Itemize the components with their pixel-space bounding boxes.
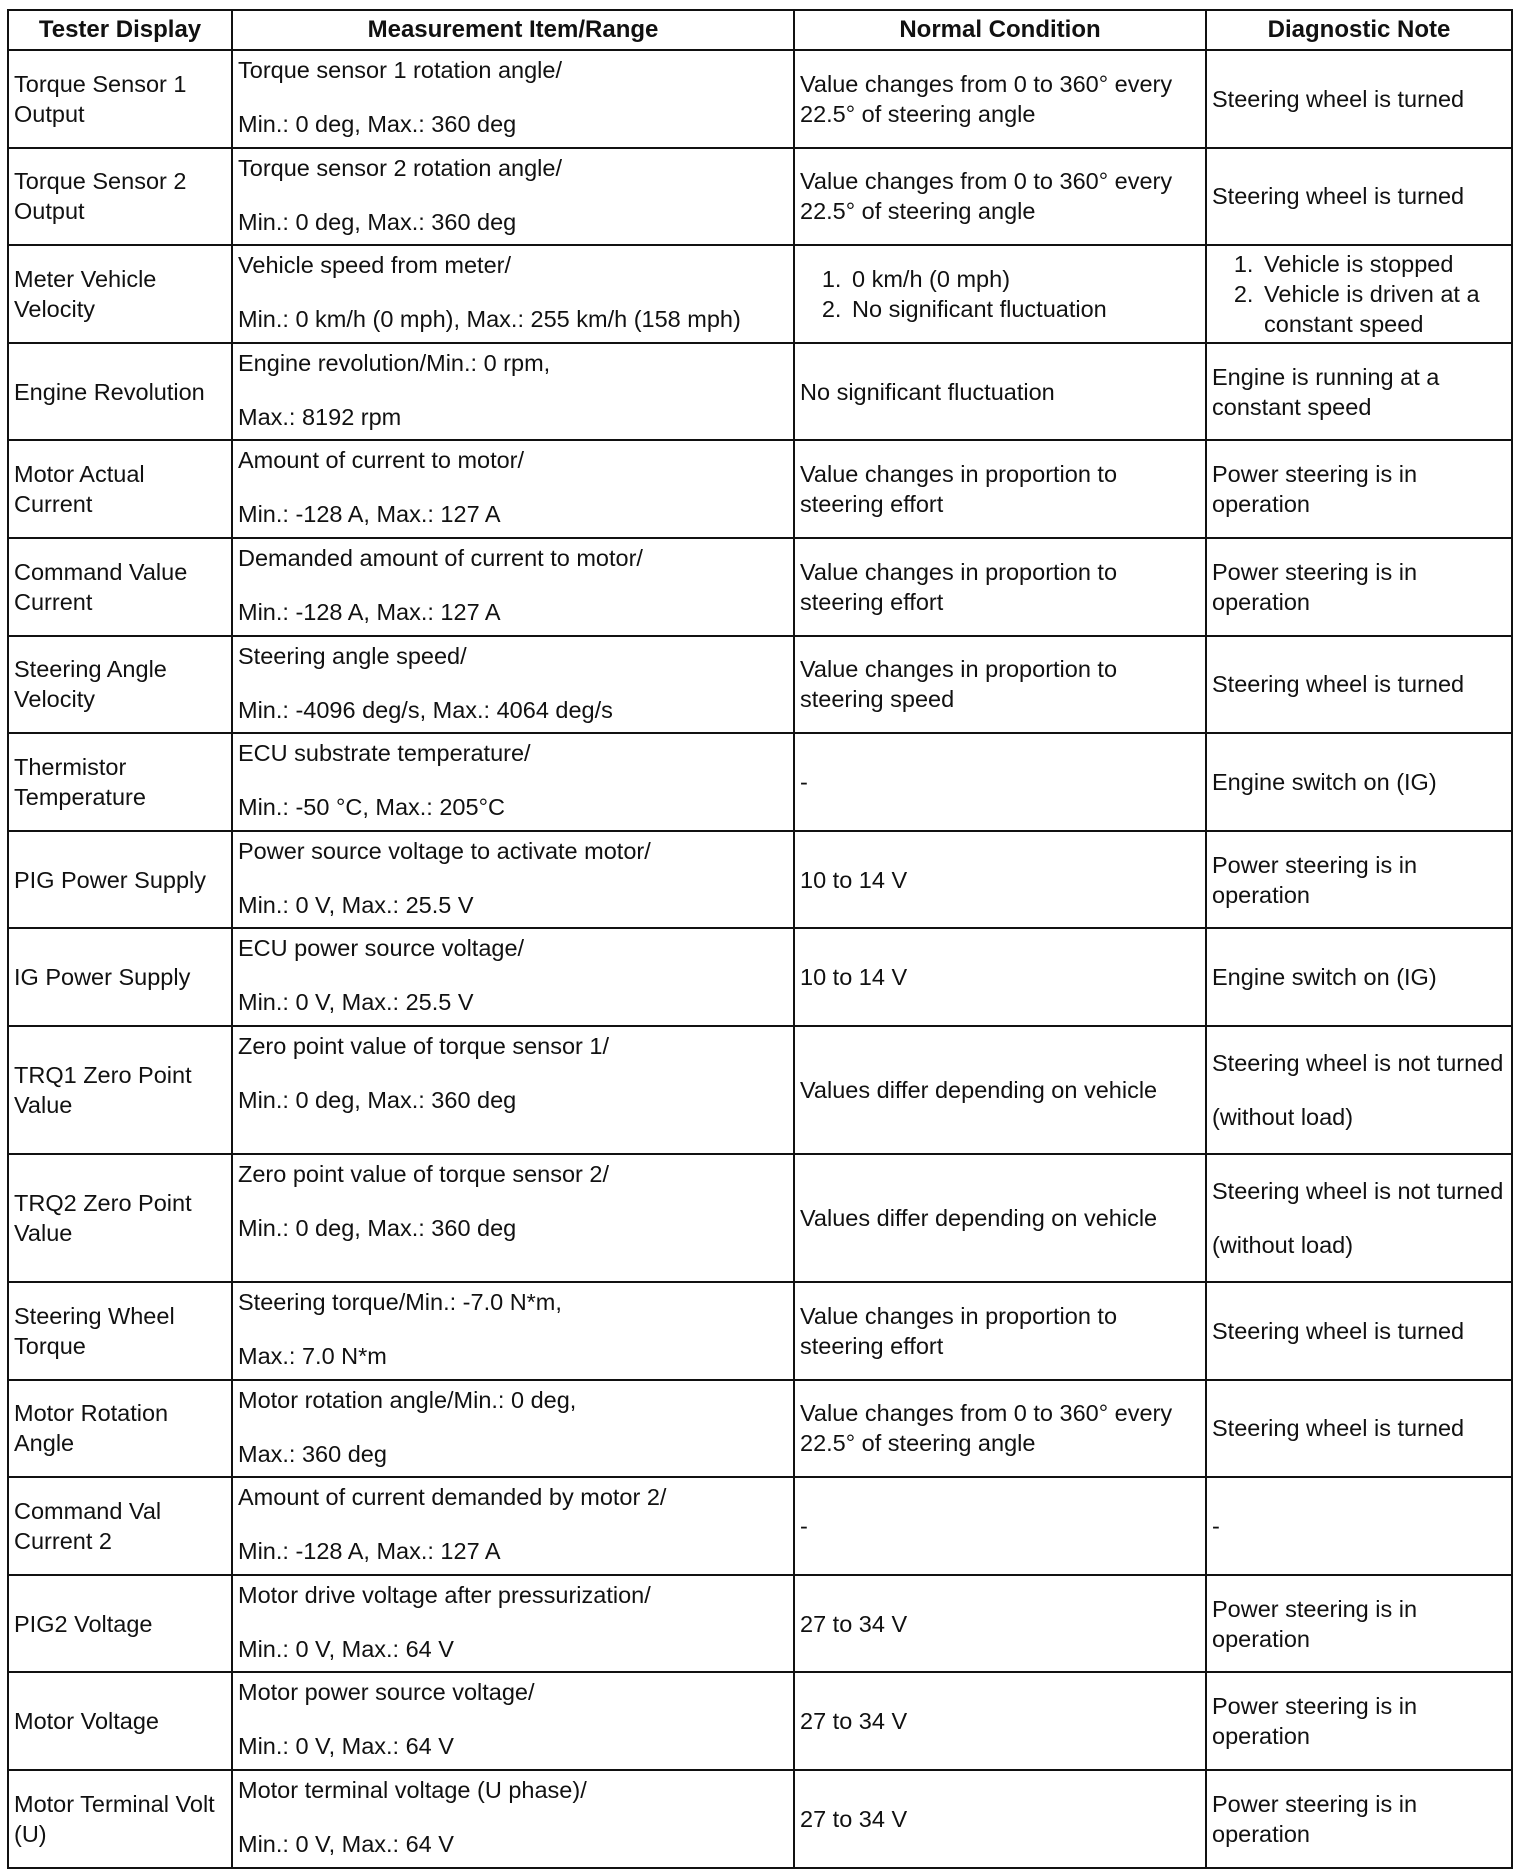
cell-measurement-range (232, 1026, 794, 1154)
diagnostic-note-text: Engine switch on (IG) (1212, 964, 1437, 991)
measurement-item: Zero point value of torque sensor 2/ (238, 1160, 609, 1187)
cell-measurement-range (232, 148, 794, 246)
measurement-range: Max.: 8192 rpm (238, 403, 402, 430)
header-tester-display: Tester Display (8, 10, 232, 50)
table-row (8, 831, 1512, 929)
measurement-item: Torque sensor 1 rotation angle/ (238, 57, 562, 83)
cell-measurement-range (232, 1770, 794, 1868)
diagnostic-note-text: Power steering is in operation (1212, 1790, 1418, 1847)
cell-normal-condition: Values differ depending on vehicle (794, 1026, 1206, 1154)
table-row (8, 440, 1512, 538)
cell-diagnostic-note (1206, 245, 1512, 343)
cell-diagnostic-note (1206, 1380, 1512, 1478)
measurement-item: Amount of current demanded by motor 2/ (238, 1484, 667, 1511)
cell-normal-condition: - (794, 1477, 1206, 1575)
cell-normal-condition: 27 to 34 V (794, 1672, 1206, 1770)
table-row (8, 733, 1512, 831)
cell-measurement-range (232, 343, 794, 441)
cell-normal-condition: Value changes in proportion to steering effort (794, 538, 1206, 636)
cell-normal-condition: 27 to 34 V (794, 1770, 1206, 1868)
note-list-item: 2. Vehicle is driven at a constant speed (1260, 279, 1506, 339)
diagnostic-note-text: Steering wheel is turned (1212, 1415, 1465, 1442)
measurement-range: Min.: 0 deg, Max.: 360 deg (238, 208, 517, 235)
cell-tester-display: Torque Sensor 2 Output (8, 148, 232, 246)
cell-tester-display: Steering Angle Velocity (8, 636, 232, 734)
cell-normal-condition: Values differ depending on vehicle (794, 1154, 1206, 1282)
header-measurement-item: Measurement Item/Range (232, 10, 794, 50)
cell-tester-display: Motor Voltage (8, 1672, 232, 1770)
cell-diagnostic-note (1206, 148, 1512, 246)
table-row (8, 1770, 1512, 1868)
measurement-item: Steering angle speed/ (238, 642, 467, 669)
cell-normal-condition: Value changes in proportion to steering effort (794, 440, 1206, 538)
cell-diagnostic-note (1206, 1770, 1512, 1868)
diagnostic-note-text: Steering wheel is turned (1212, 671, 1465, 698)
cell-diagnostic-note (1206, 636, 1512, 734)
cell-normal-condition: Value changes from 0 to 360° every 22.5° of steering angle (794, 50, 1206, 148)
diagnostic-note-extra: (without load) (1212, 1103, 1354, 1130)
diagnostic-note-text: Engine switch on (IG) (1212, 768, 1437, 795)
cell-diagnostic-note (1206, 440, 1512, 538)
cell-tester-display: Command Value Current (8, 538, 232, 636)
cell-diagnostic-note (1206, 928, 1512, 1026)
cell-measurement-range (232, 636, 794, 734)
table-row (8, 245, 1512, 343)
cell-tester-display: Meter Vehicle Velocity (8, 245, 232, 343)
cell-tester-display: Thermistor Temperature (8, 733, 232, 831)
table-row (8, 1477, 1512, 1575)
measurement-item: Motor power source voltage/ (238, 1679, 535, 1706)
diagnostic-note-text: Power steering is in operation (1212, 461, 1418, 518)
cell-tester-display: PIG Power Supply (8, 831, 232, 929)
measurement-range: Min.: -50 °C, Max.: 205°C (238, 794, 505, 821)
cell-diagnostic-note (1206, 1477, 1512, 1575)
measurement-range: Min.: 0 V, Max.: 64 V (238, 1830, 454, 1857)
cell-measurement-range (232, 831, 794, 929)
cell-tester-display: Steering Wheel Torque (8, 1282, 232, 1380)
cell-diagnostic-note (1206, 1282, 1512, 1380)
table-row (8, 1282, 1512, 1380)
table-row (8, 1380, 1512, 1478)
measurement-range: Min.: -128 A, Max.: 127 A (238, 1538, 501, 1565)
cell-measurement-range (232, 50, 794, 148)
cell-diagnostic-note (1206, 1154, 1512, 1282)
measurement-range: Min.: 0 V, Max.: 25.5 V (238, 891, 474, 918)
measurement-item: Torque sensor 2 rotation angle/ (238, 154, 562, 181)
measurement-item: Motor rotation angle/Min.: 0 deg, (238, 1386, 577, 1413)
measurement-item: ECU power source voltage/ (238, 935, 525, 962)
cell-diagnostic-note (1206, 50, 1512, 148)
measurement-range: Min.: 0 deg, Max.: 360 deg (238, 111, 517, 137)
cell-measurement-range (232, 245, 794, 343)
measurement-range: Min.: 0 deg, Max.: 360 deg (238, 1086, 517, 1113)
measurement-item: ECU substrate temperature/ (238, 740, 531, 767)
note-list (1212, 249, 1506, 339)
table-row (8, 538, 1512, 636)
header-row (8, 10, 1512, 50)
cell-normal-condition: - (794, 733, 1206, 831)
diagnostic-note-text: Steering wheel is turned (1212, 183, 1465, 210)
cell-tester-display: Torque Sensor 1 Output (8, 50, 232, 148)
cell-measurement-range (232, 733, 794, 831)
measurement-range: Min.: -4096 deg/s, Max.: 4064 deg/s (238, 696, 613, 723)
table-row (8, 148, 1512, 246)
cell-measurement-range (232, 928, 794, 1026)
data-list-page (7, 9, 1511, 1869)
table-row (8, 50, 1512, 148)
cell-normal-condition: Value changes from 0 to 360° every 22.5° of steering angle (794, 148, 1206, 246)
cell-measurement-range (232, 1154, 794, 1282)
diagnostic-note-text: Power steering is in operation (1212, 558, 1418, 615)
note-list-item: 1. Vehicle is stopped (1260, 249, 1506, 279)
measurement-item: Power source voltage to activate motor/ (238, 837, 651, 864)
measurement-range: Min.: 0 km/h (0 mph), Max.: 255 km/h (158 mph) (238, 306, 741, 333)
cell-normal-condition: Value changes in proportion to steering effort (794, 1282, 1206, 1380)
measurement-item: Amount of current to motor/ (238, 447, 525, 474)
condition-list-item: 1. 0 km/h (0 mph) (848, 264, 1200, 294)
cell-diagnostic-note (1206, 1672, 1512, 1770)
diagnostic-note-text: Power steering is in operation (1212, 1595, 1418, 1652)
measurement-range: Max.: 360 deg (238, 1440, 387, 1467)
header-normal-condition: Normal Condition (794, 10, 1206, 50)
cell-normal-condition: Value changes in proportion to steering speed (794, 636, 1206, 734)
cell-tester-display: TRQ1 Zero Point Value (8, 1026, 232, 1154)
measurement-range: Min.: 0 V, Max.: 25.5 V (238, 989, 474, 1016)
measurement-item: Steering torque/Min.: -7.0 N*m, (238, 1288, 562, 1315)
table-row (8, 1672, 1512, 1770)
data-list-table (7, 9, 1513, 1869)
cell-measurement-range (232, 440, 794, 538)
cell-normal-condition: Value changes from 0 to 360° every 22.5° of steering angle (794, 1380, 1206, 1478)
cell-normal-condition: No significant fluctuation (794, 343, 1206, 441)
cell-measurement-range (232, 1380, 794, 1478)
cell-measurement-range (232, 538, 794, 636)
measurement-range: Min.: 0 V, Max.: 64 V (238, 1733, 454, 1760)
measurement-range: Max.: 7.0 N*m (238, 1342, 387, 1369)
table-row (8, 928, 1512, 1026)
cell-tester-display: IG Power Supply (8, 928, 232, 1026)
measurement-item: Vehicle speed from meter/ (238, 252, 511, 279)
measurement-item: Motor terminal voltage (U phase)/ (238, 1776, 587, 1803)
measurement-item: Demanded amount of current to motor/ (238, 544, 643, 571)
measurement-range: Min.: 0 deg, Max.: 360 deg (238, 1214, 517, 1241)
diagnostic-note-text: Power steering is in operation (1212, 851, 1418, 908)
measurement-range: Min.: -128 A, Max.: 127 A (238, 501, 501, 528)
measurement-item: Zero point value of torque sensor 1/ (238, 1032, 609, 1059)
table-row (8, 1154, 1512, 1282)
measurement-item: Engine revolution/Min.: 0 rpm, (238, 349, 551, 376)
condition-list (800, 264, 1200, 324)
cell-tester-display: Motor Actual Current (8, 440, 232, 538)
table-header (8, 10, 1512, 50)
cell-diagnostic-note (1206, 831, 1512, 929)
cell-diagnostic-note (1206, 733, 1512, 831)
diagnostic-note-extra: (without load) (1212, 1231, 1354, 1258)
cell-tester-display: Motor Terminal Volt (U) (8, 1770, 232, 1868)
cell-tester-display: TRQ2 Zero Point Value (8, 1154, 232, 1282)
cell-tester-display: Engine Revolution (8, 343, 232, 441)
measurement-item: Motor drive voltage after pressurization/ (238, 1581, 651, 1608)
cell-tester-display: Motor Rotation Angle (8, 1380, 232, 1478)
cell-diagnostic-note (1206, 1575, 1512, 1673)
table-row (8, 1026, 1512, 1154)
diagnostic-note-text: - (1212, 1512, 1220, 1539)
cell-normal-condition: 10 to 14 V (794, 928, 1206, 1026)
condition-list-item: 2. No significant fluctuation (848, 294, 1200, 324)
table-body (8, 50, 1512, 1868)
cell-measurement-range (232, 1672, 794, 1770)
header-diagnostic-note: Diagnostic Note (1206, 10, 1512, 50)
diagnostic-note-text: Steering wheel is turned (1212, 85, 1465, 112)
diagnostic-note-text: Steering wheel is turned (1212, 1317, 1465, 1344)
cell-diagnostic-note (1206, 1026, 1512, 1154)
cell-normal-condition: 10 to 14 V (794, 831, 1206, 929)
measurement-range: Min.: 0 V, Max.: 64 V (238, 1635, 454, 1662)
cell-tester-display: PIG2 Voltage (8, 1575, 232, 1673)
cell-diagnostic-note (1206, 538, 1512, 636)
cell-normal-condition: 27 to 34 V (794, 1575, 1206, 1673)
cell-measurement-range (232, 1282, 794, 1380)
cell-measurement-range (232, 1477, 794, 1575)
cell-normal-condition (794, 245, 1206, 343)
cell-measurement-range (232, 1575, 794, 1673)
cell-tester-display: Command Val Current 2 (8, 1477, 232, 1575)
diagnostic-note-text: Steering wheel is not turned (1212, 1177, 1504, 1204)
diagnostic-note-text: Steering wheel is not turned (1212, 1049, 1504, 1076)
diagnostic-note-text: Power steering is in operation (1212, 1693, 1418, 1750)
diagnostic-note-text: Engine is running at a constant speed (1212, 363, 1440, 420)
table-row (8, 1575, 1512, 1673)
measurement-range: Min.: -128 A, Max.: 127 A (238, 598, 501, 625)
table-row (8, 636, 1512, 734)
cell-diagnostic-note (1206, 343, 1512, 441)
table-row (8, 343, 1512, 441)
